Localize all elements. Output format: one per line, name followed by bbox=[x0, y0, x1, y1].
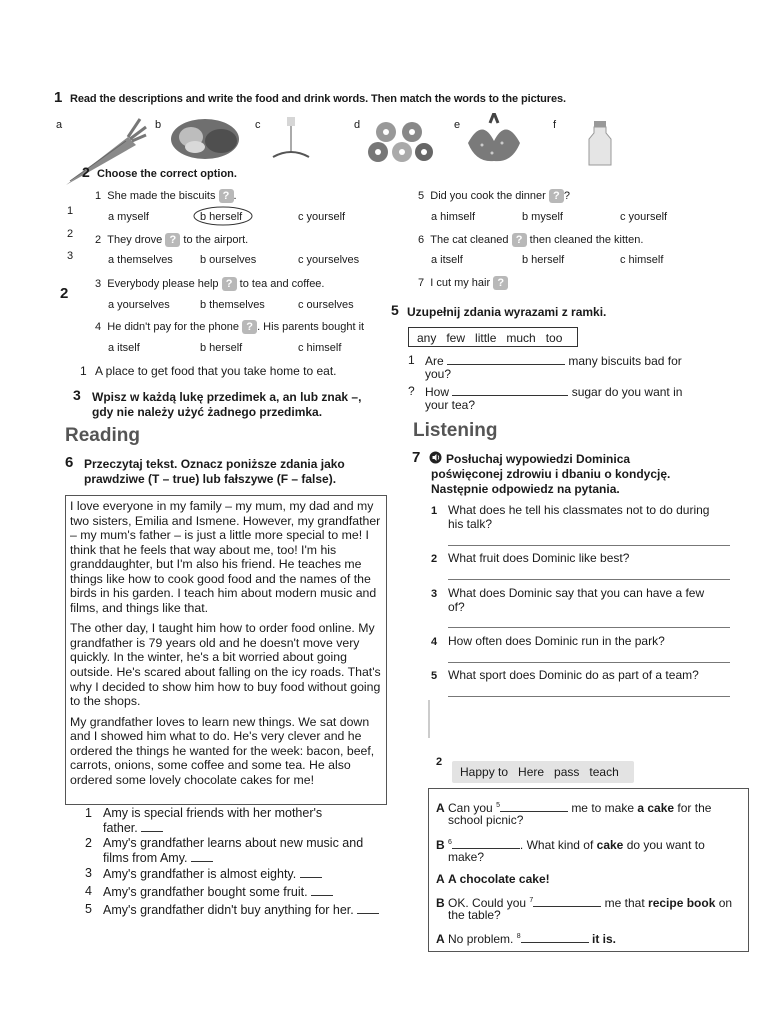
reading-ex-number: 6 bbox=[65, 454, 74, 471]
strawberries-image bbox=[462, 113, 527, 165]
listening-q2-number: 2 bbox=[431, 553, 438, 565]
ex2-q6-option-b[interactable]: b herself bbox=[522, 254, 565, 266]
milk-bottle-image bbox=[585, 119, 615, 167]
ex2-q5: 5 Did you cook the dinner ? ? bbox=[418, 189, 571, 202]
dialogue-blank-6[interactable] bbox=[452, 837, 520, 849]
reading-paragraph-1: I love everyone in my family – my mum, my dad and my two sisters, Emilia and Ismene. However, my grandfather – my mum's father – is just a little more special to me! I think that he feels that way about me, too! I'm his granddaughter, but I'm also his friend. He teaches me things like how to cook good food and the names of the birds in his garden. I teach him about modern music and films, and things like that. bbox=[70, 499, 381, 615]
ex5-q1-text: Are many biscuits bad for bbox=[425, 354, 682, 368]
ex3-line1: Wpisz w każdą lukę przedimek a, an lub znak –, bbox=[92, 390, 362, 404]
pic-letter-b: b bbox=[155, 119, 162, 131]
ex5-q1-number: 1 bbox=[408, 353, 415, 367]
answer-line[interactable] bbox=[448, 579, 730, 580]
ex1b-number: 1 bbox=[80, 364, 87, 378]
reading-item-2-text: Amy's grandfather learns about new music and bbox=[103, 836, 364, 850]
pic-letter-a: a bbox=[56, 119, 63, 131]
answer-box[interactable]: ? bbox=[512, 233, 527, 247]
answer-line[interactable] bbox=[448, 627, 730, 628]
reading-item-3-number: 3 bbox=[85, 866, 92, 880]
ex2-q6-option-a[interactable]: a itself bbox=[431, 254, 463, 266]
doughnuts-image bbox=[364, 120, 434, 165]
listening-q3-number: 3 bbox=[431, 588, 438, 600]
ex2-q2: 2 They drove ? to the airport. bbox=[95, 233, 249, 246]
reading-item-4-number: 4 bbox=[85, 884, 92, 898]
pic-letter-d: d bbox=[354, 119, 361, 131]
ex2-q4: 4 He didn't pay for the phone ? . His parents bought it bbox=[95, 320, 365, 333]
reading-item-5-text: Amy's grandfather didn't buy anything for her. bbox=[103, 902, 379, 917]
dialogue-line-3: A A chocolate cake! bbox=[436, 872, 550, 886]
answer-box[interactable]: ? bbox=[549, 189, 564, 203]
ex5-instruction: Uzupełnij zdania wyrazami z ramki. bbox=[407, 305, 607, 319]
listening-q4-text: How often does Dominic run in the park? bbox=[448, 634, 665, 648]
reading-item-5-number: 5 bbox=[85, 902, 92, 916]
answer-blank[interactable] bbox=[311, 884, 333, 896]
ex3-line2: gdy nie należy użyć żadnego przedimka. bbox=[92, 405, 323, 419]
ex2-q2-option-a[interactable]: a themselves bbox=[108, 254, 173, 266]
side-number-1: 1 bbox=[67, 205, 74, 217]
side-number-2: 2 bbox=[67, 228, 74, 240]
ex2-q4-option-a[interactable]: a itself bbox=[108, 342, 140, 354]
ex1-instruction: Read the descriptions and write the food and drink words. Then match the words to the pictures. bbox=[70, 93, 566, 105]
ex2-q7: 7 I cut my hair ? bbox=[418, 276, 508, 290]
pic-letter-f: f bbox=[553, 119, 557, 131]
listening-heading: Listening bbox=[413, 420, 498, 441]
dialogue-ex-number: 2 bbox=[436, 756, 443, 768]
listening-q5-text: What sport does Dominic do as part of a team? bbox=[448, 668, 699, 682]
ex2-number: 2 bbox=[82, 164, 90, 180]
answer-box[interactable]: ? bbox=[165, 233, 180, 247]
side-number-3: 3 bbox=[67, 250, 74, 262]
reading-text-box bbox=[65, 495, 387, 805]
listening-ex-number: 7 bbox=[412, 449, 421, 466]
reading-instruction-1: Przeczytaj tekst. Oznacz poniższe zdania jako bbox=[84, 457, 345, 471]
answer-blank[interactable] bbox=[357, 902, 379, 914]
ex2-q1-option-b-circled[interactable]: b herself bbox=[200, 211, 243, 223]
ex2-q1-option-a[interactable]: a myself bbox=[108, 211, 149, 223]
answer-blank[interactable] bbox=[141, 820, 163, 832]
ex5-q2-blank[interactable] bbox=[452, 384, 568, 396]
dialogue-blank-8[interactable] bbox=[521, 931, 589, 943]
listening-instruction-1: Posłuchaj wypowiedzi Dominica bbox=[446, 452, 631, 466]
ex2-q6: 6 The cat cleaned ? then cleaned the kitten. bbox=[418, 233, 644, 246]
ex2-q1: 1 She made the biscuits ? . bbox=[95, 189, 237, 202]
ex5-q2-cont: your tea? bbox=[425, 398, 476, 412]
ex5-q1-blank[interactable] bbox=[447, 353, 565, 365]
listening-q1-cont: his talk? bbox=[448, 517, 493, 531]
ex5-q2-number: ? bbox=[408, 384, 415, 398]
listening-q1-number: 1 bbox=[431, 505, 438, 517]
ex2-q5-option-a[interactable]: a himself bbox=[431, 211, 476, 223]
ex2-q2-option-b[interactable]: b ourselves bbox=[200, 254, 257, 266]
ex2-q4-option-c[interactable]: c himself bbox=[298, 342, 342, 354]
listening-q3-text: What does Dominic say that you can have a few bbox=[448, 586, 705, 600]
ex2-q3: 3 Everybody please help ? to tea and coffee. bbox=[95, 277, 325, 290]
reading-heading: Reading bbox=[65, 425, 140, 446]
ex2-q1-option-c[interactable]: c yourself bbox=[298, 211, 346, 223]
ex1-number: 1 bbox=[54, 89, 63, 106]
dialogue-blank-7[interactable] bbox=[533, 895, 601, 907]
pic-letter-e: e bbox=[454, 119, 461, 131]
dialogue-blank-5[interactable] bbox=[500, 800, 568, 812]
answer-box[interactable]: ? bbox=[222, 277, 237, 291]
answer-line[interactable] bbox=[448, 545, 730, 546]
reading-instruction-2: prawdziwe (T – true) lub fałszywe (F – false). bbox=[84, 472, 337, 486]
reading-item-1-text: Amy is special friends with her mother's bbox=[103, 806, 323, 820]
reading-paragraph-2: The other day, I taught him how to order food online. My grandfather is 79 years old and he doesn't move very quickly. In the winter, he's a bit worried about going outside. He's scared about falling on the icy roads. That's why I decided to show him how to buy food without going to the shops. bbox=[70, 621, 381, 709]
ex2-q3-option-b[interactable]: b themselves bbox=[200, 299, 265, 311]
answer-circle-mark bbox=[192, 205, 254, 228]
reading-item-1-cont: father. bbox=[103, 820, 163, 835]
listening-q1-text: What does he tell his classmates not to do during bbox=[448, 503, 710, 517]
dialogue-line-5: A No problem. $^8$ it is. bbox=[436, 932, 616, 946]
answer-line[interactable] bbox=[448, 662, 730, 663]
reading-item-1-number: 1 bbox=[85, 806, 92, 820]
scan-mark bbox=[428, 700, 430, 738]
ex2-q3-option-a[interactable]: a yourselves bbox=[108, 299, 170, 311]
ex2-q5-option-b[interactable]: b myself bbox=[522, 211, 563, 223]
side-number-big-2: 2 bbox=[60, 285, 69, 302]
listening-q2-text: What fruit does Dominic like best? bbox=[448, 551, 630, 565]
ex2-q6-option-c[interactable]: c himself bbox=[620, 254, 664, 266]
ex2-q2-option-c[interactable]: c yourselves bbox=[298, 254, 360, 266]
meat-image bbox=[165, 115, 250, 165]
dialogue-word-box: Happy to Here pass teach bbox=[452, 761, 634, 783]
ex3-number: 3 bbox=[73, 387, 81, 403]
reading-item-3-text: Amy's grandfather is almost eighty. bbox=[103, 866, 322, 881]
ex5-q2-text: How sugar do you want in bbox=[425, 385, 683, 399]
ex2-q3-option-c[interactable]: c ourselves bbox=[298, 299, 354, 311]
dialogue-line-4-cont: the table? bbox=[448, 908, 501, 922]
ex5-q1-cont: you? bbox=[425, 367, 452, 381]
answer-blank[interactable] bbox=[300, 866, 322, 878]
dialogue-line-2: B $^6$ . What kind of cake do you want to bbox=[436, 838, 705, 852]
audio-icon[interactable] bbox=[429, 451, 442, 464]
ex2-q4-option-b[interactable]: b herself bbox=[200, 342, 243, 354]
answer-box[interactable]: ? bbox=[242, 320, 257, 334]
reading-item-2-cont: films from Amy. bbox=[103, 850, 213, 865]
ex2-q5-option-c[interactable]: c yourself bbox=[620, 211, 668, 223]
answer-box[interactable]: ? bbox=[219, 189, 234, 203]
dialogue-line-1-cont: school picnic? bbox=[448, 813, 524, 827]
answer-blank[interactable] bbox=[191, 850, 213, 862]
pic-letter-c: c bbox=[255, 119, 261, 131]
reading-item-2-number: 2 bbox=[85, 836, 92, 850]
answer-box[interactable]: ? bbox=[493, 276, 508, 290]
listening-instruction-2: poświęconej zdrowiu i dbaniu o kondycję. bbox=[431, 467, 671, 481]
listening-q3-cont: of? bbox=[448, 600, 465, 614]
listening-q4-number: 4 bbox=[431, 636, 438, 648]
word-box: any few little much too bbox=[408, 327, 578, 347]
dialogue-line-2-cont: make? bbox=[448, 850, 485, 864]
dialogue-line-1: A Can you $^5$ me to make a cake for the bbox=[436, 801, 712, 815]
listening-q5-number: 5 bbox=[431, 670, 438, 682]
reading-paragraph-3: My grandfather loves to learn new things. We sat down and I showed him what to do. He's very clever and he ordered the things he wanted for the week: bacon, beef, carrots, onions, some coffee and some tea. He also ordered some lovely chocolate cakes for me! bbox=[70, 714, 375, 787]
listening-instruction-3: Następnie odpowiedz na pytania. bbox=[431, 482, 620, 496]
ex5-number: 5 bbox=[391, 302, 399, 318]
drink-image bbox=[265, 113, 310, 168]
answer-line[interactable] bbox=[448, 696, 730, 697]
reading-item-4-text: Amy's grandfather bought some fruit. bbox=[103, 884, 333, 899]
ex1b-text: A place to get food that you take home to eat. bbox=[95, 364, 337, 378]
ex2-instruction: Choose the correct option. bbox=[97, 168, 237, 180]
dialogue-line-4: B OK. Could you $^7$ me that recipe book on bbox=[436, 896, 733, 910]
